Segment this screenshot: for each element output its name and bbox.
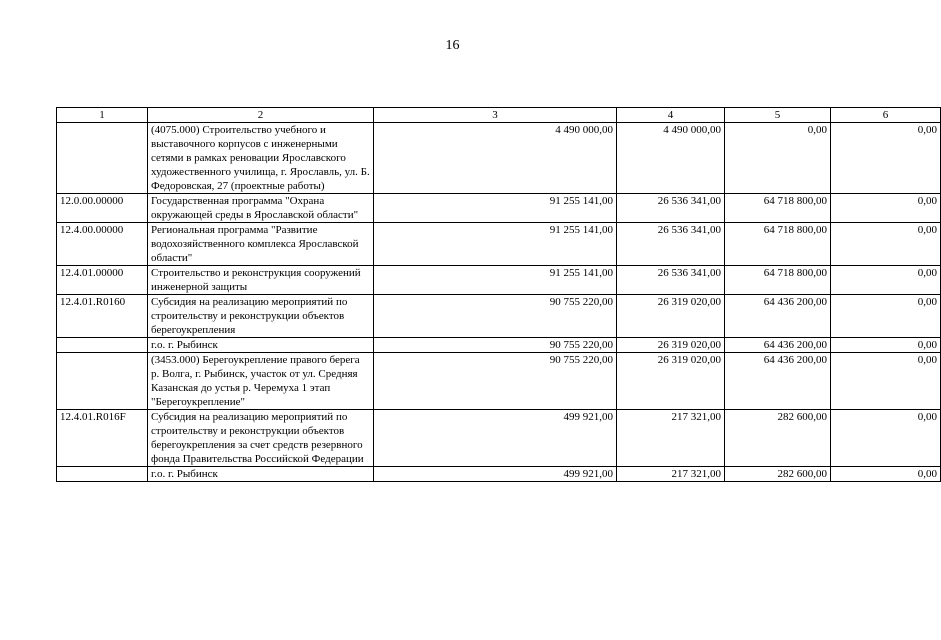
row-value-col4: 4 490 000,00 (617, 123, 725, 194)
column-header: 5 (725, 108, 831, 123)
row-value-col4: 217 321,00 (617, 410, 725, 467)
row-value-col3: 90 755 220,00 (374, 353, 617, 410)
column-header: 4 (617, 108, 725, 123)
table-row (57, 123, 941, 194)
row-value-col4: 26 319 020,00 (617, 295, 725, 338)
row-value-col6: 0,00 (831, 194, 941, 223)
row-name: Региональная программа "Развитие водохозяйственного комплекса Ярославской области" (148, 223, 374, 266)
row-code: 12.4.01.00000 (57, 266, 148, 295)
table-row (57, 223, 941, 266)
row-name: Государственная программа "Охрана окружающей среды в Ярославской области" (148, 194, 374, 223)
row-value-col3: 90 755 220,00 (374, 295, 617, 338)
column-header: 6 (831, 108, 941, 123)
row-value-col3: 91 255 141,00 (374, 266, 617, 295)
table-row (57, 295, 941, 338)
budget-table (56, 107, 941, 482)
row-value-col5: 64 436 200,00 (725, 295, 831, 338)
row-code: 12.0.00.00000 (57, 194, 148, 223)
table-row (57, 353, 941, 410)
row-value-col3: 91 255 141,00 (374, 194, 617, 223)
row-value-col6: 0,00 (831, 467, 941, 482)
row-name: (4075.000) Строительство учебного и выставочного корпусов с инженерными сетями в рамках реновации Ярославского художественного училища, г. Ярославль, ул. Б. Федоровская, 27 (проектные работы) (148, 123, 374, 194)
table-row (57, 266, 941, 295)
row-code: 12.4.01.R0160 (57, 295, 148, 338)
column-header: 2 (148, 108, 374, 123)
row-value-col6: 0,00 (831, 410, 941, 467)
row-value-col4: 26 536 341,00 (617, 194, 725, 223)
table-row (57, 194, 941, 223)
row-code (57, 353, 148, 410)
row-value-col6: 0,00 (831, 123, 941, 194)
row-value-col6: 0,00 (831, 338, 941, 353)
row-value-col4: 26 536 341,00 (617, 266, 725, 295)
row-value-col6: 0,00 (831, 266, 941, 295)
row-value-col4: 26 319 020,00 (617, 353, 725, 410)
row-name: Субсидия на реализацию мероприятий по строительству и реконструкции объектов берегоукрепления (148, 295, 374, 338)
row-value-col5: 282 600,00 (725, 410, 831, 467)
row-value-col5: 64 718 800,00 (725, 194, 831, 223)
row-code: 12.4.01.R016F (57, 410, 148, 467)
row-value-col5: 282 600,00 (725, 467, 831, 482)
row-value-col3: 499 921,00 (374, 467, 617, 482)
table-row (57, 338, 941, 353)
row-value-col3: 4 490 000,00 (374, 123, 617, 194)
row-value-col5: 0,00 (725, 123, 831, 194)
table-row (57, 467, 941, 482)
row-value-col4: 217 321,00 (617, 467, 725, 482)
row-value-col4: 26 319 020,00 (617, 338, 725, 353)
row-name: Строительство и реконструкция сооружений инженерной защиты (148, 266, 374, 295)
table-row (57, 410, 941, 467)
row-name: г.о. г. Рыбинск (148, 338, 374, 353)
row-value-col5: 64 436 200,00 (725, 353, 831, 410)
table-header-row (57, 108, 941, 123)
row-code (57, 467, 148, 482)
page-number: 16 (445, 38, 460, 53)
row-code (57, 123, 148, 194)
row-value-col6: 0,00 (831, 353, 941, 410)
row-value-col3: 90 755 220,00 (374, 338, 617, 353)
row-name: (3453.000) Берегоукрепление правого берега р. Волга, г. Рыбинск, участок от ул. Средняя Казанская до устья р. Черемуха 1 этап "Берегоукрепление" (148, 353, 374, 410)
column-header: 3 (374, 108, 617, 123)
row-value-col3: 499 921,00 (374, 410, 617, 467)
row-value-col6: 0,00 (831, 223, 941, 266)
row-value-col5: 64 718 800,00 (725, 266, 831, 295)
row-code: 12.4.00.00000 (57, 223, 148, 266)
row-value-col3: 91 255 141,00 (374, 223, 617, 266)
row-value-col4: 26 536 341,00 (617, 223, 725, 266)
column-header: 1 (57, 108, 148, 123)
row-code (57, 338, 148, 353)
row-value-col5: 64 718 800,00 (725, 223, 831, 266)
row-value-col5: 64 436 200,00 (725, 338, 831, 353)
row-name: г.о. г. Рыбинск (148, 467, 374, 482)
row-value-col6: 0,00 (831, 295, 941, 338)
row-name: Субсидия на реализацию мероприятий по строительству и реконструкции объектов берегоукрепления за счет средств резервного фонда Правительства Российской Федерации (148, 410, 374, 467)
